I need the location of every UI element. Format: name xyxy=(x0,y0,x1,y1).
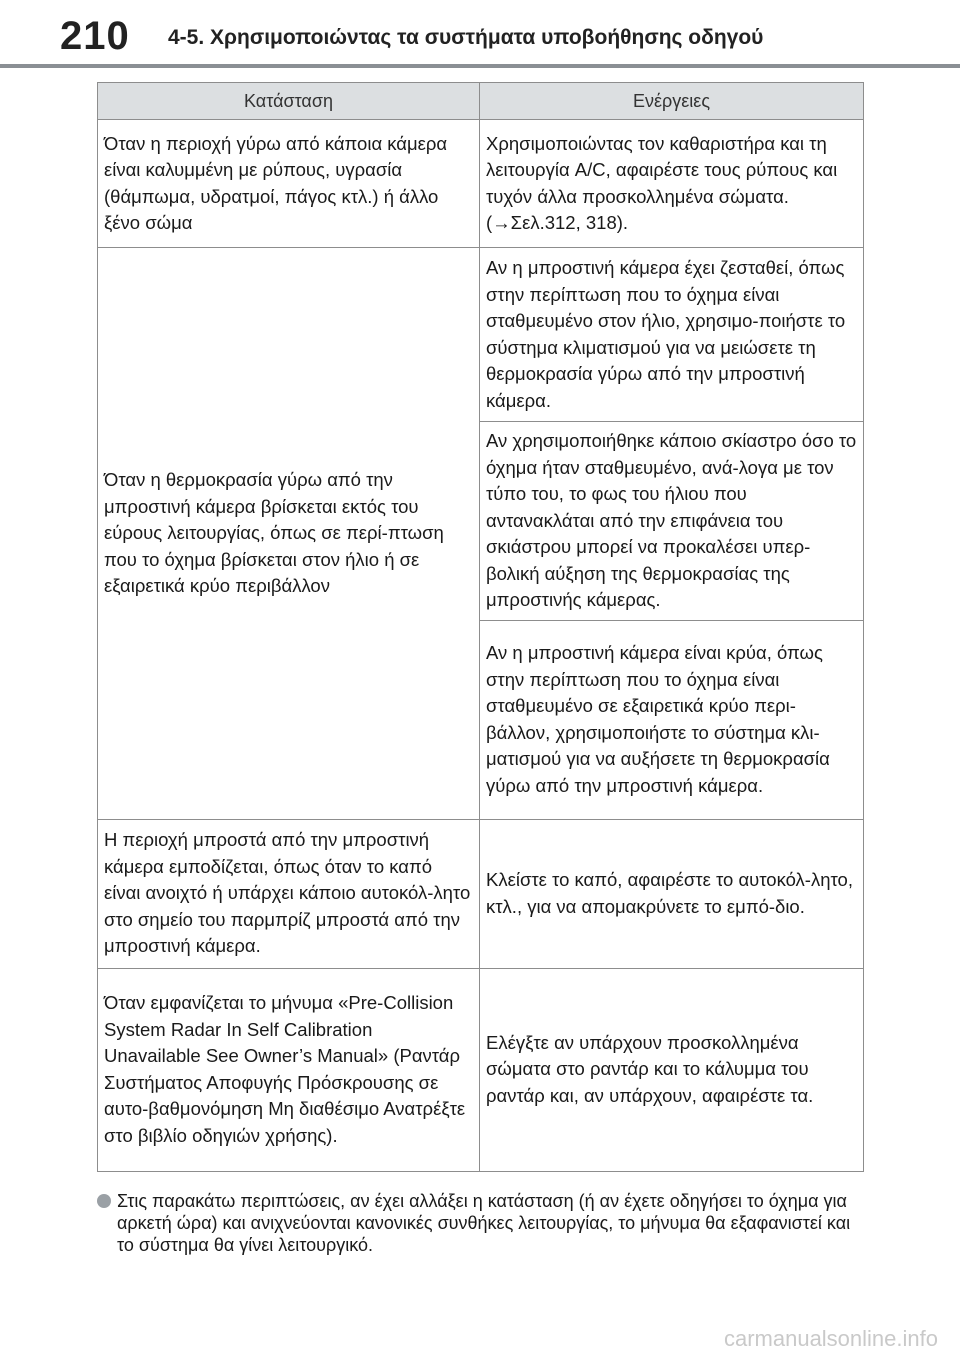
condition-action-table xyxy=(97,82,864,1172)
table-row xyxy=(98,120,864,248)
condition-cell: Η περιοχή μπροστά από την μπροστινή κάμερα εμποδίζεται, όπως όταν το καπό είναι ανοιχτό ή υπάρχει κάποιο αυτοκόλ-λητο στο σημείο του παρμπρίζ μπροστά από την μπροστινή κάμερα. xyxy=(98,819,480,968)
table-header-row xyxy=(98,83,864,120)
action-cell: Ελέγξτε αν υπάρχουν προσκολλημένα σώματα στο ραντάρ και το κάλυμμα του ραντάρ και, αν υπάρχουν, αφαιρέστε τα. xyxy=(480,968,864,1171)
action-cell: Αν χρησιμοποιήθηκε κάποιο σκίαστρο όσο το όχημα ήταν σταθμευμένο, ανά-λογα με τον τύπο του, το φως του ήλιου που αντανακλάται από την επιφάνεια του σκιάστρου μπορεί να προκαλέσει υπερ-βολική αύξηση της θερμοκρασίας της μπροστινής κάμερας. xyxy=(480,422,864,621)
info-note xyxy=(97,1190,867,1256)
bullet-icon xyxy=(97,1194,111,1208)
action-cell: Αν η μπροστινή κάμερα είναι κρύα, όπως στην περίπτωση που το όχημα είναι σταθμευμένο σε εξαιρετικά κρύο περι-βάλλον, χρησιμοποιήστε το σύστημα κλι-ματισμού για να αυξήσετε τη θερμοκρασία γύρω από την μπροστινή κάμερα. xyxy=(480,620,864,819)
section-title: 4-5. Χρησιμοποιώντας τα συστήματα υποβοήθησης οδηγού xyxy=(168,26,764,49)
condition-cell: Όταν η θερμοκρασία γύρω από την μπροστινή κάμερα βρίσκεται εκτός του εύρους λειτουργίας, όπως σε περί-πτωση που το όχημα βρίσκεται στον ήλιο ή σε εξαιρετικά κρύο περιβάλλον xyxy=(98,248,480,820)
condition-cell: Όταν εμφανίζεται το μήνυμα «Pre-Collision System Radar In Self Calibration Unavailable See Owner’s Manual» (Ραντάρ Συστήματος Αποφυγής Πρόσκρουσης σε αυτο-βαθμονόμηση Μη διαθέσιμο Ανατρέξτε στο βιβλίο οδηγιών χρήσης). xyxy=(98,968,480,1171)
column-header-action: Ενέργειες xyxy=(480,83,864,120)
header-divider xyxy=(0,64,960,68)
action-cell: Κλείστε το καπό, αφαιρέστε το αυτοκόλ-λητο, κτλ., για να απομακρύνετε το εμπό-διο. xyxy=(480,819,864,968)
table-row xyxy=(98,819,864,968)
table-row xyxy=(98,968,864,1171)
condition-cell: Όταν η περιοχή γύρω από κάποια κάμερα είναι καλυμμένη με ρύπους, υγρασία (θάμπωμα, υδρατμοί, πάγος κτλ.) ή άλλο ξένο σώμα xyxy=(98,120,480,248)
column-header-condition: Κατάσταση xyxy=(98,83,480,120)
action-cell: Χρησιμοποιώντας τον καθαριστήρα και τη λειτουργία A/C, αφαιρέστε τους ρύπους και τυχόν άλλα προσκολλημένα σώματα. (→Σελ.312, 318). xyxy=(480,120,864,248)
page-header xyxy=(0,0,960,68)
action-cell: Αν η μπροστινή κάμερα έχει ζεσταθεί, όπως στην περίπτωση που το όχημα είναι σταθμευμένο στον ήλιο, χρησιμο-ποιήστε το σύστημα κλιματισμού για να μειώσετε τη θερμοκρασία γύρω από την μπροστινή κάμερα. xyxy=(480,248,864,422)
note-text: Στις παρακάτω περιπτώσεις, αν έχει αλλάξει η κατάσταση (ή αν έχετε οδηγήσει το όχημα για αρκετή ώρα) και ανιχνεύονται κανονικές συνθήκες λειτουργίας, το μήνυμα θα εξαφανιστεί και το σύστημα θα γίνει λειτουργικό. xyxy=(117,1191,851,1255)
table-row xyxy=(98,248,864,422)
watermark: carmanualsonline.info xyxy=(723,1326,938,1351)
page-number: 210 xyxy=(60,14,130,58)
